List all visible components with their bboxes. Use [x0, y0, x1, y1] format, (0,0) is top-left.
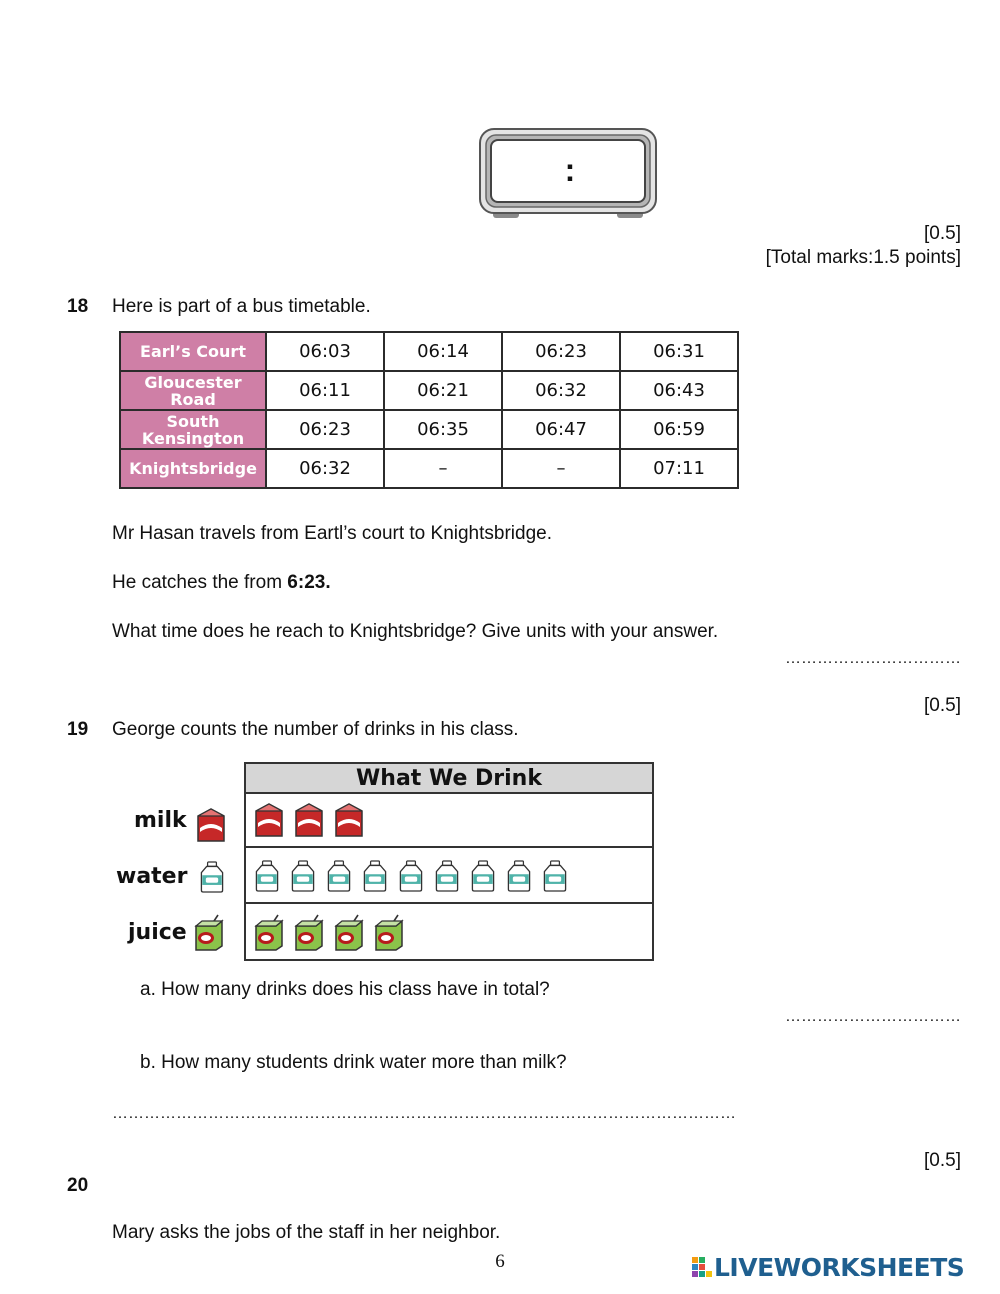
q18-line2: [112, 572, 331, 594]
row-label-milk: milk: [134, 808, 187, 833]
time-cell: 06:43: [620, 371, 738, 410]
q19b-question: b. How many students drink water more than milk?: [140, 1052, 567, 1073]
page-number: 6: [495, 1251, 505, 1272]
time-cell: 07:11: [620, 449, 738, 488]
pictograph-row-juice: [246, 906, 652, 960]
pictograph: [244, 794, 654, 961]
q18-line1: Mr Hasan travels from Eartl’s court to Knightsbridge.: [112, 523, 552, 544]
time-cell: 06:59: [620, 410, 738, 449]
q18-answer-line[interactable]: ……………………………: [785, 650, 961, 667]
q19-intro: George counts the number of drinks in his class.: [112, 719, 519, 740]
row-label-water: water: [116, 864, 188, 889]
milk-key-icon: [194, 806, 228, 844]
row-label-juice: juice: [128, 920, 187, 945]
time-cell: 06:23: [502, 332, 620, 371]
time-cell: 06:32: [266, 449, 384, 488]
q18-question: What time does he reach to Knightsbridge? Give units with your answer.: [112, 621, 719, 642]
stop-name: South Kensington: [120, 410, 266, 449]
milk-carton-icon: [292, 801, 326, 839]
milk-key-icon: [194, 806, 234, 849]
water-bottle-icon: [288, 857, 318, 895]
q17-total-marks: [Total marks:1.5 points]: [765, 247, 961, 268]
q18-marks: [0.5]: [924, 695, 961, 716]
milk-carton-icon: [252, 801, 286, 839]
stop-name: Gloucester Road: [120, 371, 266, 410]
pictograph-title: What We Drink: [244, 762, 654, 794]
time-cell: 06:11: [266, 371, 384, 410]
q17-marks: [0.5]: [924, 223, 961, 244]
timetable-row: [120, 449, 738, 488]
logo-grid-icon: [692, 1257, 714, 1279]
water-bottle-icon: [396, 857, 426, 895]
water-bottle-icon: [540, 857, 570, 895]
juice-box-icon: [332, 914, 366, 952]
juice-box-icon: [252, 914, 286, 952]
water-bottle-icon: [324, 857, 354, 895]
time-cell: 06:32: [502, 371, 620, 410]
juice-key-icon: [192, 914, 232, 957]
time-cell: –: [384, 449, 502, 488]
question-number-20: 20: [67, 1175, 89, 1196]
water-bottle-icon: [360, 857, 390, 895]
question-number-19: 19: [67, 719, 89, 740]
pictograph-row-milk: [246, 794, 652, 848]
time-cell: 06:31: [620, 332, 738, 371]
pictograph-row-water: [246, 850, 652, 904]
time-cell: 06:14: [384, 332, 502, 371]
timetable-row: [120, 332, 738, 371]
timetable-row: [120, 371, 738, 410]
water-bottle-icon: [504, 857, 534, 895]
juice-box-icon: [292, 914, 326, 952]
liveworksheets-logo: [692, 1253, 964, 1282]
time-cell: 06:35: [384, 410, 502, 449]
time-cell: 06:21: [384, 371, 502, 410]
timetable-row: [120, 410, 738, 449]
bus-timetable: [119, 331, 739, 489]
time-cell: 06:23: [266, 410, 384, 449]
juice-box-icon: [372, 914, 406, 952]
water-key-icon: [197, 858, 227, 896]
q18-line2-text: He catches the from: [112, 572, 288, 593]
time-cell: 06:03: [266, 332, 384, 371]
stop-name: Knightsbridge: [120, 449, 266, 488]
q19a-question: a. How many drinks does his class have in total?: [140, 979, 550, 1000]
time-cell: 06:47: [502, 410, 620, 449]
logo-text: LIVEWORKSHEETS: [714, 1253, 965, 1282]
question-number-18: 18: [67, 296, 89, 317]
juice-key-icon: [192, 914, 226, 952]
q18-catch-time: 6:23.: [287, 572, 331, 593]
milk-carton-icon: [332, 801, 366, 839]
clock-display: :: [564, 152, 576, 188]
q18-intro: Here is part of a bus timetable.: [112, 296, 371, 317]
water-key-icon: [197, 858, 233, 901]
q19-marks: [0.5]: [924, 1150, 961, 1171]
time-cell: –: [502, 449, 620, 488]
q19a-answer-line[interactable]: ……………………………: [785, 1008, 961, 1025]
water-bottle-icon: [252, 857, 282, 895]
stop-name: Earl’s Court: [120, 332, 266, 371]
q19b-answer-line[interactable]: ………………………………………………………………………………………………………: [112, 1105, 736, 1122]
water-bottle-icon: [468, 857, 498, 895]
q20-text: Mary asks the jobs of the staff in her neighbor.: [112, 1222, 501, 1243]
water-bottle-icon: [432, 857, 462, 895]
